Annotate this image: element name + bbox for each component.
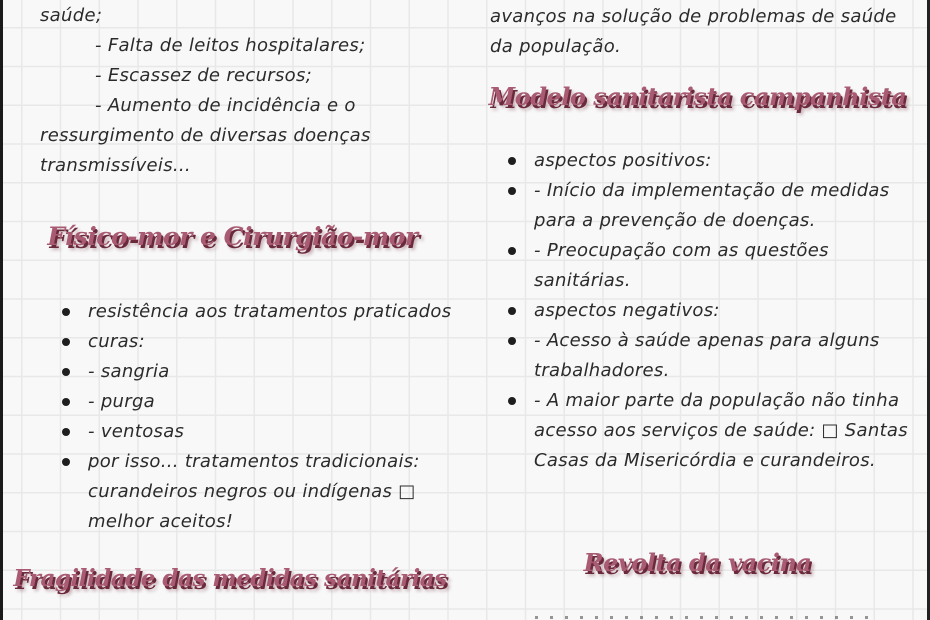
- bullet-item: aspectos positivos:: [508, 146, 908, 176]
- text-line: da população.: [490, 36, 622, 57]
- bullet-item: curas:: [62, 327, 451, 357]
- bullet-item-continuation: melhor aceitos!: [88, 511, 234, 532]
- section-heading-fisico-mor-cirurgiao-mor: Físico-mor e Cirurgião-mor: [47, 222, 418, 251]
- text-line: transmissíveis...: [40, 155, 191, 176]
- text-line: - Aumento de incidência e o: [95, 95, 356, 116]
- text-line: - Escassez de recursos;: [95, 65, 313, 86]
- bullet-item-continuation: curandeiros negros ou indígenas □: [88, 481, 416, 502]
- bullet-item: aspectos negativos:: [508, 296, 908, 326]
- bullet-item: - Acesso à saúde apenas para alguns: [508, 326, 908, 356]
- bullet-item: por isso... tratamentos tradicionais:: [62, 447, 451, 477]
- cutoff-text-line: [535, 616, 880, 619]
- bullet-item: - Preocupação com as questões: [508, 236, 908, 266]
- section-heading-fragilidade-medidas-sanitarias: Fragilidade das medidas sanitárias: [13, 565, 447, 592]
- section-heading-revolta-da-vacina: Revolta da vacina: [583, 548, 812, 577]
- bullet-item-continuation: Casas da Misericórdia e curandeiros.: [534, 450, 876, 471]
- bullet-item: resistência aos tratamentos praticados: [62, 297, 451, 327]
- bullet-item: - sangria: [62, 357, 451, 387]
- bullet-item-continuation: acesso aos serviços de saúde: □ Santas: [534, 420, 908, 441]
- section-heading-modelo-sanitarista-campanhista: Modelo sanitarista campanhista: [488, 82, 907, 111]
- left-intro-paragraph: [40, 1, 371, 181]
- bullet-item: - A maior parte da população não tinha: [508, 386, 908, 416]
- left-bullet-list: [62, 297, 451, 537]
- right-bullet-list: [508, 146, 908, 476]
- text-line: avanços na solução de problemas de saúde: [490, 6, 897, 27]
- bullet-item-continuation: sanitárias.: [534, 270, 631, 291]
- bullet-item-continuation: para a prevenção de doenças.: [534, 210, 816, 231]
- bullet-item: - purga: [62, 387, 451, 417]
- bullet-item: - ventosas: [62, 417, 451, 447]
- page-edge-left: [0, 0, 3, 620]
- text-line: saúde;: [40, 5, 103, 26]
- right-intro-paragraph: [490, 2, 897, 62]
- text-line: - Falta de leitos hospitalares;: [95, 35, 366, 56]
- bullet-item: - Início da implementação de medidas: [508, 176, 908, 206]
- bullet-item-continuation: trabalhadores.: [534, 360, 670, 381]
- text-line: ressurgimento de diversas doenças: [40, 125, 371, 146]
